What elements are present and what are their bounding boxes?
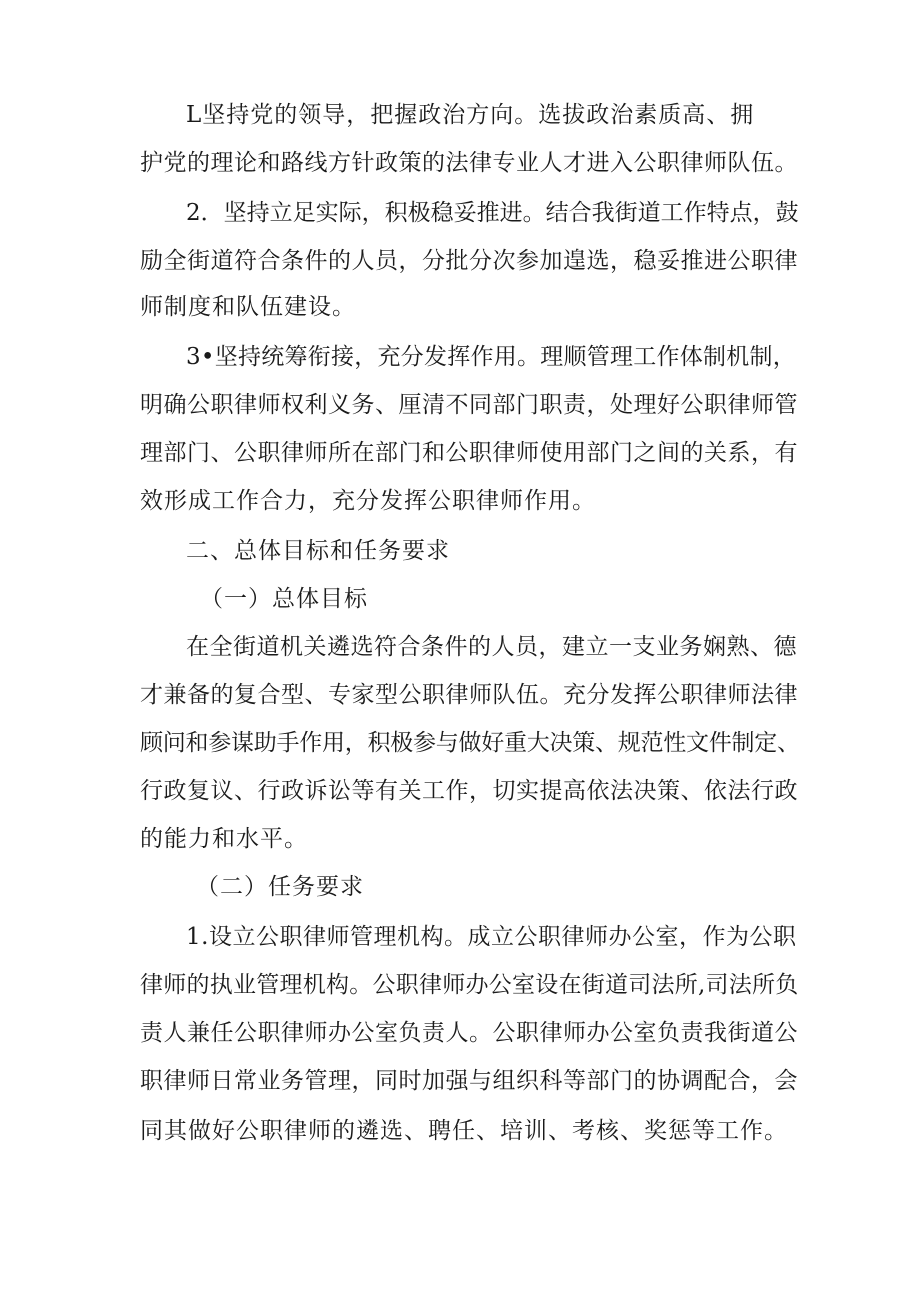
paragraph-4-line-3: 顾问和参谋助手作用，积极参与做好重大决策、规范性文件制定、 bbox=[140, 730, 800, 756]
paragraph-1-line-1: L坚持党的领导，把握政治方向。选拔政治素质高、拥 bbox=[186, 102, 755, 128]
paragraph-5-line-5: 同其做好公职律师的遴选、聘任、培训、考核、奖惩等工作。 bbox=[140, 1118, 788, 1144]
section-heading-2: 二、总体目标和任务要求 bbox=[186, 538, 450, 564]
paragraph-4-line-2: 才兼备的复合型、专家型公职律师队伍。充分发挥公职律师法律 bbox=[140, 682, 798, 708]
paragraph-2-line-3: 师制度和队伍建设。 bbox=[140, 294, 356, 320]
paragraph-4-line-4: 行政复议、行政诉讼等有关工作，切实提高依法决策、依法行政 bbox=[140, 778, 798, 804]
paragraph-3-line-4: 效形成工作合力，充分发挥公职律师作用。 bbox=[140, 488, 596, 514]
paragraph-5-line-4: 职律师日常业务管理，同时加强与组织科等部门的协调配合，会 bbox=[140, 1068, 798, 1094]
paragraph-3-line-1: 3•坚持统筹衔接，充分发挥作用。理顺管理工作体制机制， bbox=[186, 344, 796, 370]
paragraph-3-line-2: 明确公职律师权利义务、厘清不同部门职责，处理好公职律师管 bbox=[140, 392, 798, 418]
paragraph-5-line-2: 律师的执业管理机构。公职律师办公室设在街道司法所,司法所负 bbox=[140, 972, 799, 998]
paragraph-5-line-1: 1.设立公职律师管理机构。成立公职律师办公室，作为公职 bbox=[186, 924, 797, 950]
subsection-heading-1: （一）总体目标 bbox=[200, 586, 368, 612]
paragraph-2-line-1: 2．坚持立足实际，积极稳妥推进。结合我街道工作特点，鼓 bbox=[186, 200, 799, 226]
paragraph-5-line-3: 责人兼任公职律师办公室负责人。公职律师办公室负责我街道公 bbox=[140, 1020, 798, 1046]
paragraph-1-line-2: 护党的理论和路线方针政策的法律专业人才进入公职律师队伍。 bbox=[140, 150, 798, 176]
paragraph-4-line-1: 在全街道机关遴选符合条件的人员，建立一支业务娴熟、德 bbox=[186, 634, 797, 660]
subsection-heading-2: （二）任务要求 bbox=[196, 874, 364, 900]
paragraph-3-line-3: 理部门、公职律师所在部门和公职律师使用部门之间的关系，有 bbox=[140, 440, 798, 466]
paragraph-4-line-5: 的能力和水平。 bbox=[140, 826, 308, 852]
paragraph-2-line-2: 励全街道符合条件的人员，分批分次参加遑选，稳妥推进公职律 bbox=[140, 248, 798, 274]
